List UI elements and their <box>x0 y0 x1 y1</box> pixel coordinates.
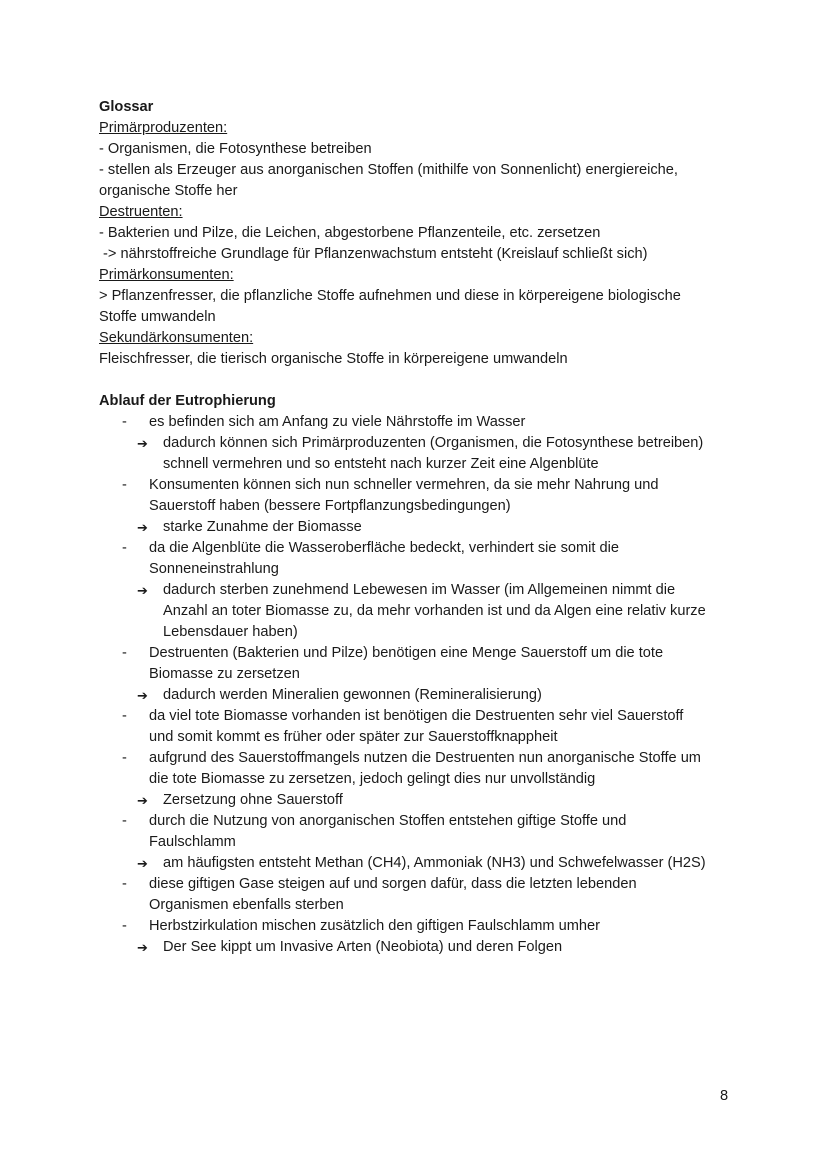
list-item <box>99 811 739 853</box>
list-item-text: es befinden sich am Anfang zu viele Nährstoffe im Wasser <box>149 414 526 430</box>
section-spacer <box>99 370 739 391</box>
list-item-text: da die Algenblüte die Wasseroberfläche bedeckt, verhindert sie somit die <box>149 540 619 556</box>
list-item <box>99 412 739 433</box>
document-page <box>99 97 739 958</box>
arrow-item <box>99 853 739 874</box>
list-item-text: Destruenten (Bakterien und Pilze) benötigen eine Menge Sauerstoff um die tote <box>149 645 664 661</box>
dash-bullet: - <box>122 876 127 892</box>
arrow-bullet-icon: ➔ <box>137 793 148 808</box>
arrow-item <box>99 937 739 958</box>
arrow-item-text: Anzahl an toter Biomasse zu, da mehr vorhanden ist und da Algen eine relativ kurze <box>163 603 706 619</box>
list-item-text: Herbstzirkulation mischen zusätzlich den giftigen Faulschlamm umher <box>149 918 600 934</box>
page-number: 8 <box>720 1088 729 1104</box>
primaerkonsumenten-heading: Primärkonsumenten: <box>99 267 234 283</box>
dash-bullet: - <box>122 477 127 493</box>
list-item <box>99 748 739 790</box>
dash-bullet: - <box>122 414 127 430</box>
arrow-bullet-icon: ➔ <box>137 520 148 535</box>
arrow-bullet-icon: ➔ <box>137 688 148 703</box>
destruenten-heading: Destruenten: <box>99 204 183 220</box>
arrow-item-text: Lebensdauer haben) <box>163 624 298 640</box>
destruenten-line: - Bakterien und Pilze, die Leichen, abgestorbene Pflanzenteile, etc. zersetzen <box>99 225 601 241</box>
primaerkonsumenten-line: Stoffe umwandeln <box>99 309 216 325</box>
dash-bullet: - <box>122 750 127 766</box>
ablauf-title: Ablauf der Eutrophierung <box>99 393 276 409</box>
primaerproduzenten-heading: Primärproduzenten: <box>99 120 228 136</box>
arrow-item-text: Der See kippt um Invasive Arten (Neobiota) und deren Folgen <box>163 939 563 955</box>
list-item-text: Organismen ebenfalls sterben <box>149 897 344 913</box>
arrow-item <box>99 685 739 706</box>
arrow-item-text: dadurch sterben zunehmend Lebewesen im Wasser (im Allgemeinen nimmt die <box>163 582 676 598</box>
list-item <box>99 706 739 748</box>
list-item-text: Biomasse zu zersetzen <box>149 666 300 682</box>
arrow-item-text: starke Zunahme der Biomasse <box>163 519 362 535</box>
dash-bullet: - <box>122 540 127 556</box>
arrow-item-text: am häufigsten entsteht Methan (CH4), Ammoniak (NH3) und Schwefelwasser (H2S) <box>163 855 706 871</box>
list-item-text: da viel tote Biomasse vorhanden ist benötigen die Destruenten sehr viel Sauerstoff <box>149 708 684 724</box>
glossar-title: Glossar <box>99 99 154 115</box>
arrow-bullet-icon: ➔ <box>137 856 148 871</box>
list-item <box>99 874 739 916</box>
primaerkonsumenten-line: > Pflanzenfresser, die pflanzliche Stoffe aufnehmen und diese in körpereigene biologische <box>99 288 681 304</box>
dash-bullet: - <box>122 918 127 934</box>
arrow-item-text: schnell vermehren und so entsteht nach kurzer Zeit eine Algenblüte <box>163 456 599 472</box>
list-item-text: Sonneneinstrahlung <box>149 561 279 577</box>
arrow-item <box>99 517 739 538</box>
list-item-text: Konsumenten können sich nun schneller vermehren, da sie mehr Nahrung und <box>149 477 659 493</box>
dash-bullet: - <box>122 708 127 724</box>
list-item-text: durch die Nutzung von anorganischen Stoffen entstehen giftige Stoffe und <box>149 813 627 829</box>
list-item-text: die tote Biomasse zu zersetzen, jedoch gelingt dies nur unvollständig <box>149 771 596 787</box>
list-item-text: aufgrund des Sauerstoffmangels nutzen die Destruenten nun anorganische Stoffe um <box>149 750 701 766</box>
sekundaerkonsumenten-line: Fleischfresser, die tierisch organische Stoffe in körpereigene umwandeln <box>99 351 568 367</box>
list-item <box>99 643 739 685</box>
list-item <box>99 916 739 937</box>
primaerproduzenten-line: organische Stoffe her <box>99 183 238 199</box>
list-item-text: Faulschlamm <box>149 834 236 850</box>
list-item-text: Sauerstoff haben (bessere Fortpflanzungsbedingungen) <box>149 498 511 514</box>
primaerproduzenten-line: - stellen als Erzeuger aus anorganischen Stoffen (mithilfe von Sonnenlicht) energiereiche, <box>99 162 678 178</box>
dash-bullet: - <box>122 645 127 661</box>
arrow-bullet-icon: ➔ <box>137 436 148 451</box>
dash-bullet: - <box>122 813 127 829</box>
arrow-item <box>99 433 739 475</box>
primaerproduzenten-line: - Organismen, die Fotosynthese betreiben <box>99 141 372 157</box>
arrow-bullet-icon: ➔ <box>137 583 148 598</box>
list-item <box>99 475 739 517</box>
list-item <box>99 538 739 580</box>
arrow-item <box>99 790 739 811</box>
arrow-item-text: dadurch können sich Primärproduzenten (Organismen, die Fotosynthese betreiben) <box>163 435 704 451</box>
arrow-item-text: Zersetzung ohne Sauerstoff <box>163 792 343 808</box>
arrow-bullet-icon: ➔ <box>137 940 148 955</box>
list-item-text: und somit kommt es früher oder später zur Sauerstoffknappheit <box>149 729 558 745</box>
sekundaerkonsumenten-heading: Sekundärkonsumenten: <box>99 330 254 346</box>
list-item-text: diese giftigen Gase steigen auf und sorgen dafür, dass die letzten lebenden <box>149 876 637 892</box>
arrow-item-text: dadurch werden Mineralien gewonnen (Remineralisierung) <box>163 687 542 703</box>
destruenten-line: -> nährstoffreiche Grundlage für Pflanzenwachstum entsteht (Kreislauf schließt sich) <box>99 246 648 262</box>
arrow-item <box>99 580 739 643</box>
